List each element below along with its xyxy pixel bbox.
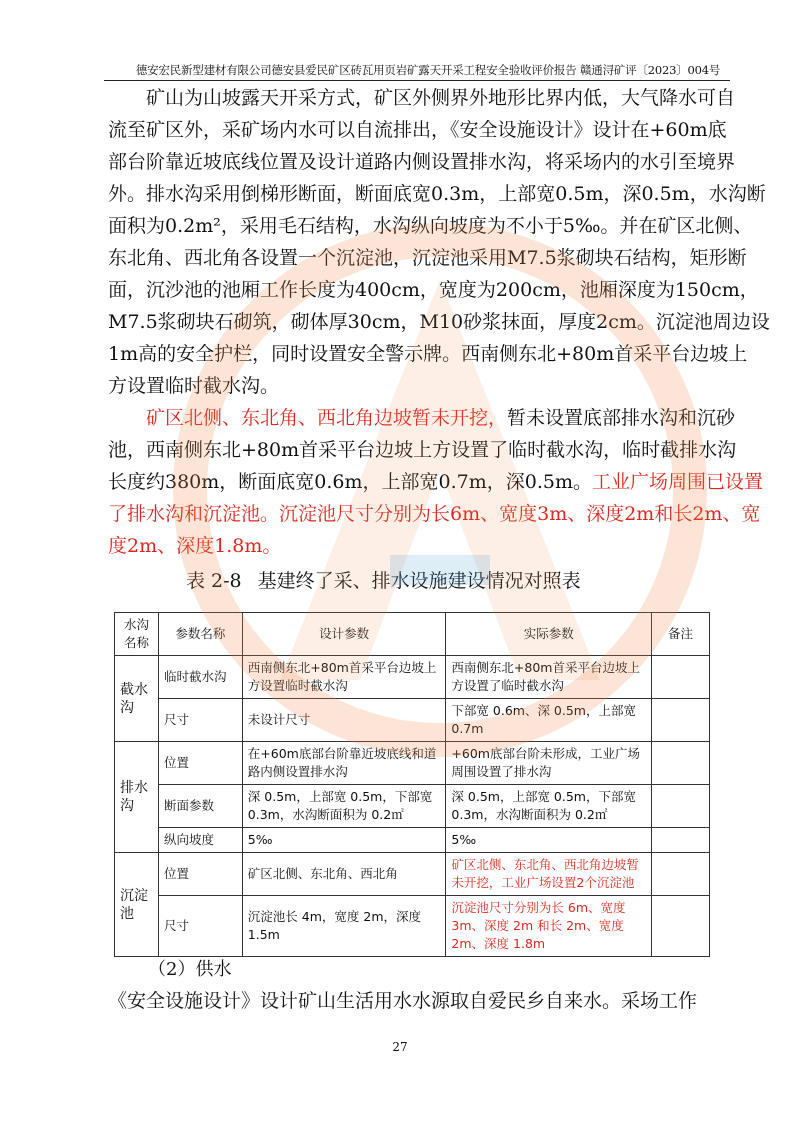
note-cell	[652, 828, 710, 853]
subheading-water-supply: （2）供水	[148, 959, 232, 980]
text-line	[108, 402, 736, 434]
design-cell: 深 0.5m，上部宽 0.5m，下部宽 0.3m，水沟断面积为 0.2㎡	[242, 785, 446, 828]
actual-cell: 下部宽 0.6m、深 0.5m，上部宽0.7m	[446, 699, 652, 742]
black-text: 长度约380m，断面底宽0.6m，上部宽0.7m，深0.5m。	[108, 471, 592, 493]
paragraph-drainage-design	[108, 82, 770, 402]
table-caption	[186, 566, 597, 593]
red-text: 工业广场周围已设置	[591, 471, 763, 493]
header-type: 水沟名称	[115, 613, 159, 656]
header-actual: 实际参数	[446, 613, 652, 656]
param-cell: 临时截水沟	[158, 656, 242, 699]
param-cell: 纵向坡度	[158, 828, 242, 853]
text-line: M7.5浆砌块石砌筑，砌体厚30cm，M10砂浆抹面，厚度2cm。沉淀池周边设	[108, 311, 770, 333]
table-title: 基建终了采、排水设施建设情况对照表	[257, 570, 581, 592]
table-row	[115, 742, 710, 785]
note-cell	[652, 785, 710, 828]
text-line: 池，西南侧东北+80m首采平台边坡上方设置了临时截水沟，临时截排水沟	[108, 439, 737, 461]
page-header: 德安宏民新型建材有限公司德安县爱民矿区砖瓦用页岩矿露天开采工程安全验收评价报告 赣通浔矿评〔2023〕004号	[135, 63, 721, 77]
text-line	[108, 466, 763, 498]
note-cell	[652, 896, 710, 957]
actual-cell: 矿区北侧、东北角、西北角边坡暂未开挖，工业广场设置2个沉淀池	[446, 853, 652, 896]
header-param: 参数名称	[158, 613, 242, 656]
table-row	[115, 828, 710, 853]
text-line: 面，沉沙池的池厢工作长度为400cm，宽度为200cm，池厢深度为150cm，	[108, 279, 759, 301]
table-row	[115, 656, 710, 699]
category-cell: 截水沟	[115, 656, 159, 742]
text-line: 了排水沟和沉淀池。沉淀池尺寸分别为长6m、宽度3m、深度2m和长2m、宽	[108, 503, 761, 525]
paragraph-water-supply: 《安全设施设计》设计矿山生活用水水源取自爱民乡自来水。采场工作	[108, 990, 698, 1012]
category-cell: 排水沟	[115, 742, 159, 853]
table-row	[115, 785, 710, 828]
table-row	[115, 896, 710, 957]
paragraph-drainage-actual	[108, 402, 763, 562]
actual-cell: 深 0.5m，上部宽 0.5m，下部宽 0.3m，水沟断面积为 0.2㎡	[446, 785, 652, 828]
actual-cell: 5‰	[446, 828, 652, 853]
category-cell: 沉淀池	[115, 853, 159, 957]
red-text: 矿区北侧、东北角、西北角边坡暂未开挖，	[146, 407, 508, 429]
note-cell	[652, 742, 710, 785]
text-line: 流至矿区外，采矿场内水可以自流排出，《安全设施设计》设计在+60m底	[108, 119, 727, 141]
text-line: 1m高的安全护栏，同时设置安全警示牌。西南侧东北+80m首采平台边坡上	[108, 343, 748, 365]
text-line: 外。排水沟采用倒梯形断面，断面底宽0.3m，上部宽0.5m，深0.5m，水沟断	[108, 183, 766, 205]
param-cell: 位置	[158, 853, 242, 896]
text-line: 面积为0.2m²，采用毛石结构，水沟纵向坡度为不小于5‰。并在矿区北侧、	[108, 215, 753, 237]
text-line: 方设置临时截水沟。	[108, 375, 280, 397]
note-cell	[652, 656, 710, 699]
page-number: 27	[392, 1040, 408, 1054]
design-cell: 西南侧东北+80m首采平台边坡上方设置临时截水沟	[242, 656, 446, 699]
param-cell: 位置	[158, 742, 242, 785]
table-number: 表 2-8	[186, 570, 242, 592]
note-cell	[652, 853, 710, 896]
header-rule	[104, 80, 730, 81]
design-cell: 沉淀池长 4m，宽度 2m，深度1.5m	[242, 896, 446, 957]
design-cell: 在+60m底部台阶靠近坡底线和道路内侧设置排水沟	[242, 742, 446, 785]
design-cell: 矿区北侧、东北角、西北角	[242, 853, 446, 896]
actual-cell: +60m底部台阶未形成，工业广场周围设置了排水沟	[446, 742, 652, 785]
text-line: 度2m、深度1.8m。	[108, 535, 282, 557]
comparison-table	[114, 612, 710, 957]
table-header-row	[115, 613, 710, 656]
note-cell	[652, 699, 710, 742]
text-line: 部台阶靠近坡底线位置及设计道路内侧设置排水沟，将采场内的水引至境界	[108, 151, 736, 173]
design-cell: 5‰	[242, 828, 446, 853]
design-cell: 未设计尺寸	[242, 699, 446, 742]
text-line: 矿山为山坡露天开采方式，矿区外侧界外地形比界内低，大气降水可自	[146, 87, 736, 109]
actual-cell: 沉淀池尺寸分别为长 6m、宽度 3m、深度 2m 和长 2m、宽度 2m、深度 1.8m	[446, 896, 652, 957]
black-text: 暂未设置底部排水沟和沉砂	[507, 407, 736, 429]
header-design: 设计参数	[242, 613, 446, 656]
text-line: 东北角、西北角各设置一个沉淀池，沉淀池采用M7.5浆砌块石结构，矩形断	[108, 247, 747, 269]
table-row	[115, 699, 710, 742]
actual-cell: 西南侧东北+80m首采平台边坡上方设置了临时截水沟	[446, 656, 652, 699]
param-cell: 尺寸	[158, 699, 242, 742]
table-row	[115, 853, 710, 896]
header-note: 备注	[652, 613, 710, 656]
param-cell: 断面参数	[158, 785, 242, 828]
param-cell: 尺寸	[158, 896, 242, 957]
